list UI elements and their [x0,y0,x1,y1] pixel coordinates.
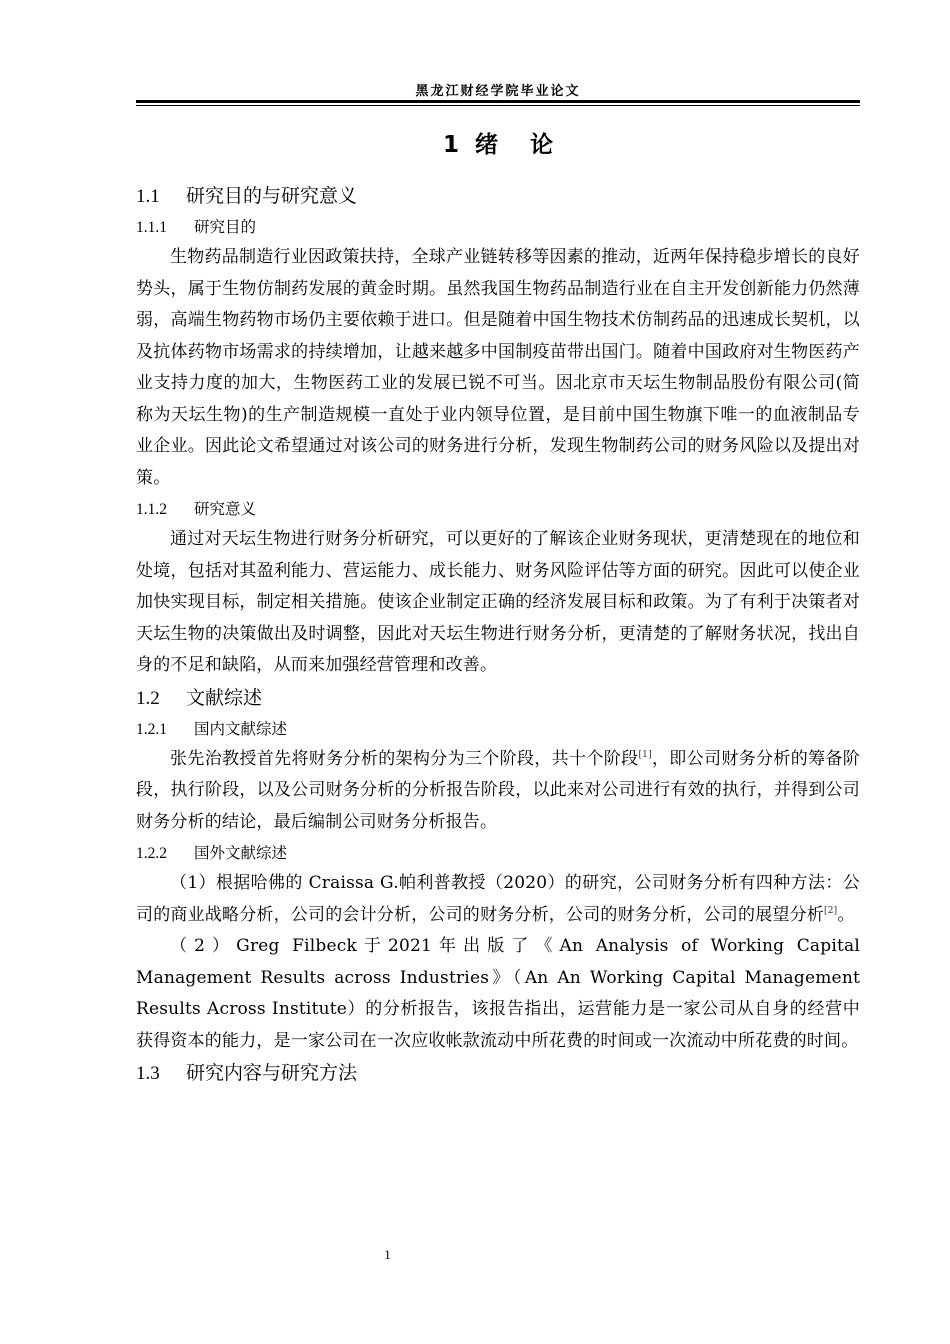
paragraph-text: ，即公司财务分析的筹备阶段，执行阶段，以及公司财务分析的分析报告阶段，以此来对公司进行有效的执行，并得到公司财务分析的结论，最后编制公司财务分析报告。 [136,748,860,832]
section-number: 1.2 [136,687,160,709]
subsection-number: 1.1.2 [136,501,167,518]
subsection-heading [136,714,860,744]
section-number: 1.3 [136,1063,160,1084]
paragraph: 生物药品制造行业因政策扶持，全球产业链转移等因素的推动，近两年保持稳步增长的良好势头，属于生物仿制药发展的黄金时期。虽然我国生物药品制造行业在自主开发创新能力仍然薄弱，高端生物药物市场仍主要依赖于进口。但是随着中国生物技术仿制药品的迅速成长契机，以及抗体药物市场需求的持续增加，让越来越多中国制疫苗带出国门。随着中国政府对生物医药产业支持力度的加大，生物医药工业的发展已锐不可当。因北京市天坛生物制品股份有限公司(简称为天坛生物)的生产制造规模一直处于业内领导位置，是目前中国生物旗下唯一的血液制品专业企业。因此论文希望通过对该公司的财务进行分析，发现生物制药公司的财务风险以及提出对策。 [136,247,860,488]
subsection-title: 研究意义 [194,500,257,518]
section-number: 1.1 [136,186,160,207]
paragraph-text: 。 [837,904,855,925]
subsection-heading [136,838,860,868]
subsection-number: 1.1.1 [136,219,167,236]
paragraph [136,744,860,839]
header-rule-thin [136,105,860,106]
section-heading [136,180,860,212]
paragraph-text: （1）根据哈佛的 Craissa G.帕利普教授（2020）的研究，公司财务分析有四种方法：公司的商业战略分析，公司的会计分析，公司的财务分析，公司的财务分析，公司的展望分析 [136,873,860,925]
subsection-number: 1.2.1 [136,720,167,738]
page-number: 1 [384,1247,391,1262]
subsection-heading [136,212,860,242]
running-header: 黑龙江财经学院毕业论文 [415,84,581,99]
citation-marker[interactable]: [2] [824,905,838,916]
section-heading [136,1057,860,1089]
paragraph-text: 张先治教授首先将财务分析的架构分为三个阶段，共十个阶段 [170,748,639,769]
chapter-title: 1 绪 论 [442,132,554,158]
page-body [136,128,860,1089]
subsection-title: 国内文献综述 [194,719,288,738]
section-title: 文献综述 [186,686,263,709]
subsection-number: 1.2.2 [136,845,167,862]
section-title: 研究目的与研究意义 [186,185,358,207]
subsection-title: 国外文献综述 [194,844,288,862]
paragraph: 通过对天坛生物进行财务分析研究，可以更好的了解该企业财务现状，更清楚现在的地位和处境，包括对其盈利能力、营运能力、成长能力、财务风险评估等方面的研究。因此可以使企业加快实现目标，制定相关措施。使该企业制定正确的经济发展目标和政策。为了有利于决策者对天坛生物的决策做出及时调整，因此对天坛生物进行财务分析，更清楚的了解财务状况，找出自身的不足和缺陷，从而来加强经营管理和改善。 [136,529,860,675]
subsection-heading [136,494,860,524]
paragraph [136,868,860,931]
paragraph: （2）Greg Filbeck于2021年出版了《An Analysis of Working Capital Management Results across Industries》（An An Working Capital Management Results Across Institute）的分析报告，该报告指出，运营能力是一家公司从自身的经营中获得资本的能力，是一家公司在一次应收帐款流动中所花费的时间或一次流动中所花费的时间。 [136,936,860,1051]
section-title: 研究内容与研究方法 [186,1062,358,1084]
subsection-title: 研究目的 [194,218,257,236]
section-heading [136,682,860,714]
header-rule-thick [136,100,860,103]
citation-marker[interactable]: [1] [638,749,652,760]
